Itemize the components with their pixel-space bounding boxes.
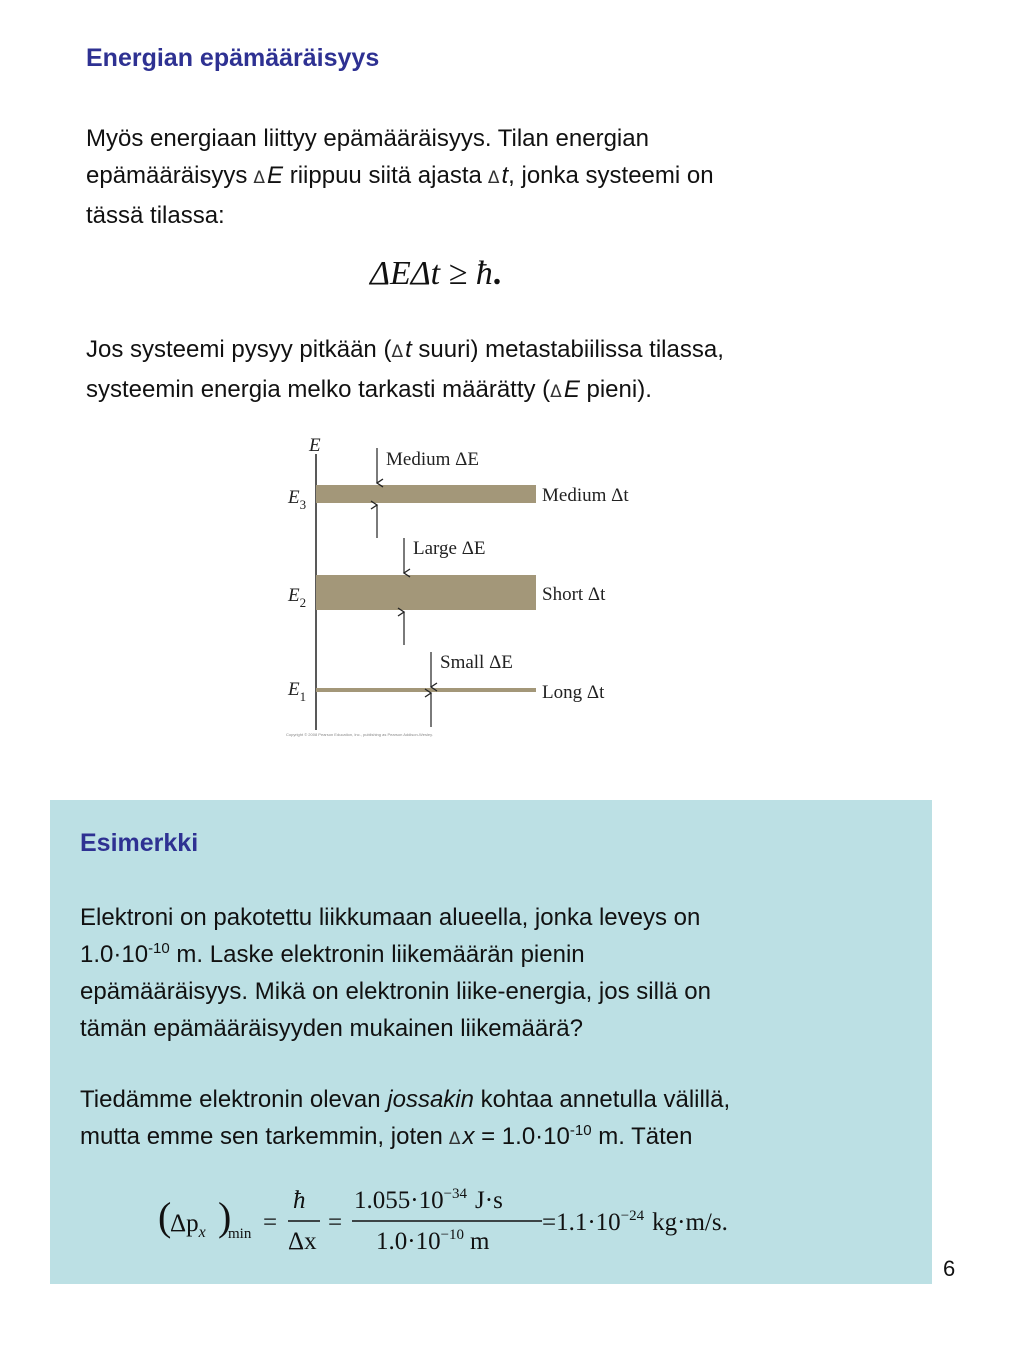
fraction2-numerator: $1.055\cdot 10^{-34}$ J·s: [354, 1186, 503, 1214]
short-delta-t-label: Short Δt: [542, 584, 606, 605]
example-problem: [80, 899, 920, 1047]
left-paren: (: [158, 1194, 172, 1239]
problem-line-4: tämän epämääräisyyden mukainen liikemäärä?: [80, 1015, 583, 1042]
metastable-line-2: [86, 371, 946, 411]
formula-period: .: [492, 255, 502, 292]
symbol-x: x: [462, 1123, 475, 1150]
momentum-formula: [150, 1180, 810, 1260]
problem-text: 1.0·10: [80, 941, 149, 968]
emphasis-text: jossakin: [387, 1086, 474, 1113]
axis-label: E: [309, 435, 321, 456]
exponent: -10: [569, 1122, 592, 1139]
solution-text: m. Täten: [591, 1123, 693, 1150]
solution-text: = 1.0·10: [474, 1123, 570, 1150]
solution-line-2: [80, 1118, 920, 1158]
uncertainty-formula: [370, 255, 501, 293]
result: $=1.1\cdot 10^{-24}$ kg·m/s.: [542, 1208, 728, 1236]
energy-band-e3: [316, 485, 536, 503]
para-text: pieni).: [579, 376, 652, 403]
equals-sign: =: [263, 1209, 278, 1236]
intro-text: epämääräisyys: [86, 162, 248, 189]
intro-line-2: [86, 157, 946, 197]
level-label-e3: $E_3$: [288, 487, 307, 512]
para-text: systeemin energia melko tarkasti määrätty (: [86, 376, 551, 403]
intro-paragraph: [86, 120, 946, 234]
equals-sign: =: [328, 1209, 343, 1236]
fraction1-numerator: ħ: [293, 1187, 306, 1214]
energy-band-e2: [316, 575, 536, 610]
problem-line-3: epämääräisyys. Mikä on elektronin liike-energia, jos sillä on: [80, 978, 711, 1005]
energy-level-diagram: [280, 430, 680, 745]
right-paren: ): [218, 1194, 232, 1239]
problem-line-1: Elektroni on pakotettu liikkumaan alueella, jonka leveys on: [80, 904, 701, 931]
energy-band-e1: [316, 688, 536, 692]
symbol-e: E: [267, 162, 284, 189]
fraction1-denominator: Δx: [288, 1228, 317, 1255]
delta-p: $\Delta p_x$: [170, 1210, 206, 1241]
solution-line-1: [80, 1081, 920, 1118]
min-subscript: min: [228, 1226, 252, 1242]
intro-line-1: Myös energiaan liittyy epämääräisyys. Tilan energian: [86, 125, 649, 152]
delta-icon: Δ: [391, 342, 404, 362]
page-number: 6: [943, 1256, 956, 1281]
level-label-e1: $E_1$: [288, 679, 307, 704]
example-title: Esimerkki: [80, 829, 199, 857]
page-heading: Energian epämääräisyys: [86, 44, 380, 72]
metastable-line-1: [86, 331, 946, 371]
symbol-t: t: [405, 336, 412, 363]
delta-icon: Δ: [253, 168, 266, 188]
exponent: -10: [148, 940, 170, 957]
copyright-note: Copyright © 2008 Pearson Education, Inc., publishing as Pearson Addison-Wesley.: [286, 732, 433, 737]
intro-text: , jonka systeemi on: [508, 162, 714, 189]
metastable-paragraph: [86, 331, 946, 411]
solution-text: kohtaa annetulla välillä,: [473, 1086, 731, 1113]
problem-line-2: [80, 936, 920, 973]
large-delta-e-label: Large ΔE: [413, 538, 486, 559]
para-text: Jos systeemi pysyy pitkään (: [86, 336, 392, 363]
symbol-t: t: [501, 162, 509, 189]
intro-text: riippuu siitä ajasta: [283, 162, 482, 189]
solution-text: Tiedämme elektronin olevan: [80, 1086, 388, 1113]
formula-text: ΔEΔt ≥ ħ: [370, 255, 493, 292]
example-solution: [80, 1081, 920, 1158]
fraction2-denominator: $1.0\cdot 10^{-10}$ m: [376, 1227, 490, 1255]
intro-line-3: tässä tilassa:: [86, 202, 225, 229]
medium-delta-e-label: Medium ΔE: [386, 449, 479, 470]
problem-text: m. Laske elektronin liikemäärän pienin: [169, 941, 585, 968]
para-text: suuri) metastabiilissa tilassa,: [411, 336, 724, 363]
delta-icon: Δ: [487, 168, 500, 188]
delta-icon: Δ: [550, 382, 562, 402]
solution-text: mutta emme sen tarkemmin, joten: [80, 1123, 443, 1150]
delta-icon: Δ: [448, 1129, 461, 1149]
small-delta-e-label: Small ΔE: [440, 652, 513, 673]
level-label-e2: $E_2$: [288, 585, 307, 610]
medium-delta-t-label: Medium Δt: [542, 485, 629, 506]
symbol-e: E: [563, 376, 580, 403]
long-delta-t-label: Long Δt: [542, 682, 605, 703]
